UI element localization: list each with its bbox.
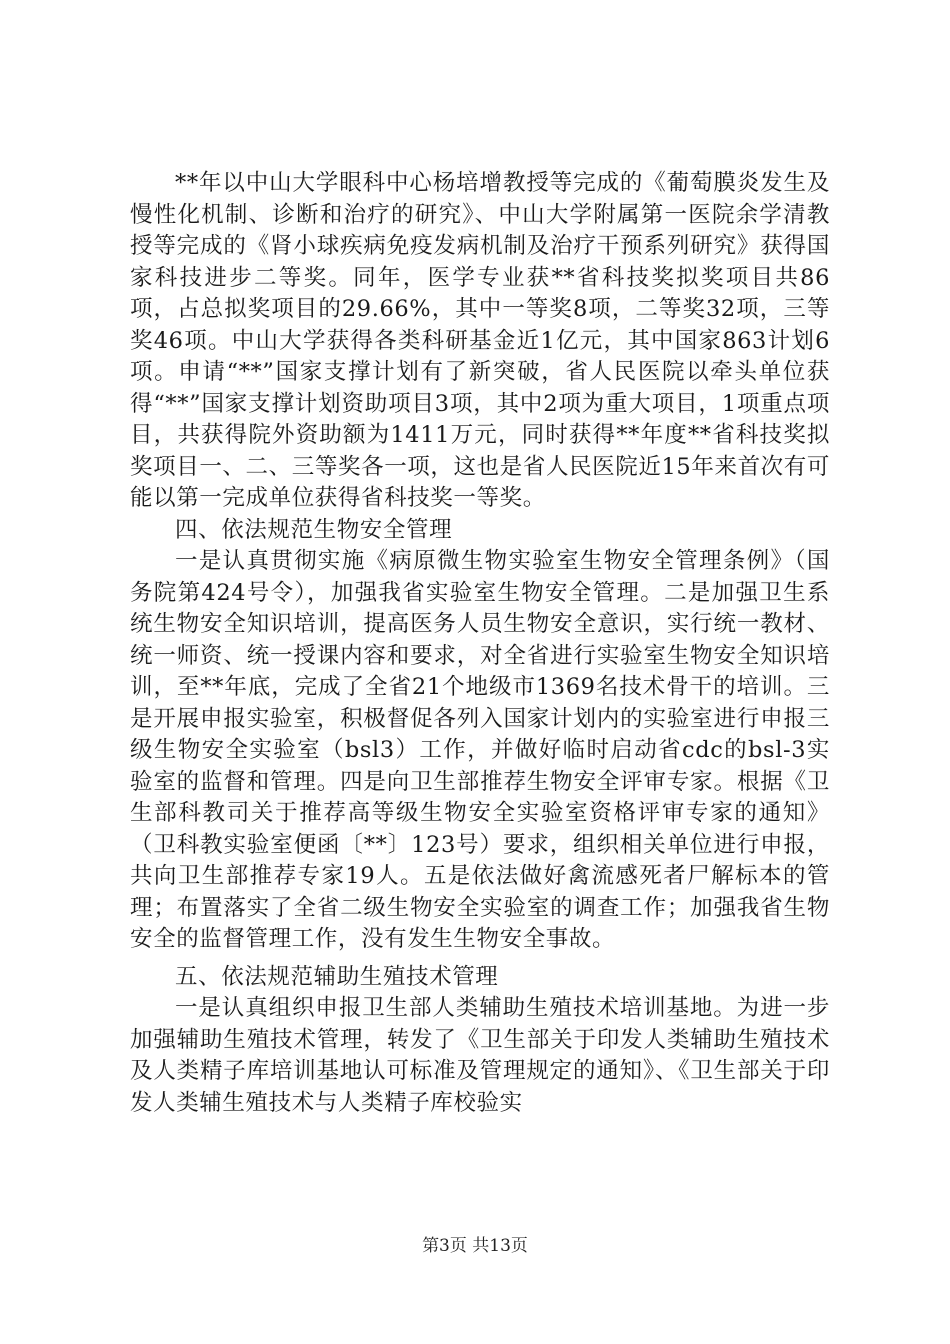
body-paragraph: 一是认真贯彻实施《病原微生物实验室生物安全管理条例》（国务院第424号令），加强我省实验室生物安全管理。二是加强卫生系统生物安全知识培训，提高医务人员生物安全意识，实行统一教材、统一师资、统一授课内容和要求，对全省进行实验室生物安全知识培训，至**年底，完成了全省21个地级市1369名技术骨干的培训。三是开展申报实验室，积极督促各列入国家计划内的实验室进行申报三级生物安全实验室（bsl3）工作，并做好临时启动省cdc的bsl-3实验室的监督和管理。四是向卫生部推荐生物安全评审专家。根据《卫生部科教司关于推荐高等级生物安全实验室资格评审专家的通知》（卫科教实验室便函〔**〕123号）要求，组织相关单位进行申报，共向卫生部推荐专家19人。五是依法做好禽流感死者尸解标本的管理；布置落实了全省二级生物安全实验室的调查工作；加强我省生物安全的监督管理工作，没有发生生物安全事故。 <box>130 548 830 952</box>
body-paragraph: **年以中山大学眼科中心杨培增教授等完成的《葡萄膜炎发生及慢性化机制、诊断和治疗的研究》、中山大学附属第一医院余学清教授等完成的《肾小球疾病免疫发病机制及治疗干预系列研究》获得国家科技进步二等奖。同年，医学专业获**省科技奖拟奖项目共86项，占总拟奖项目的29.66%，其中一等奖8项，二等奖32项，三等奖46项。中山大学获得各类科研基金近1亿元，其中国家863计划6项。申请“**”国家支撑计划有了新突破，省人民医院以牵头单位获得“**”国家支撑计划资助项目3项，其中2项为重大项目，1项重点项目，共获得院外资助额为1411万元，同时获得**年度**省科技奖拟奖项目一、二、三等奖各一项，这也是省人民医院近15年来首次有可能以第一完成单位获得省科技奖一等奖。 <box>130 170 830 511</box>
document-body <box>130 168 830 1119</box>
section-heading: 五、依法规范辅助生殖技术管理 <box>175 963 499 990</box>
section-heading: 四、依法规范生物安全管理 <box>175 516 453 543</box>
body-paragraph: 一是认真组织申报卫生部人类辅助生殖技术培训基地。为进一步加强辅助生殖技术管理，转发了《卫生部关于印发人类辅助生殖技术及人类精子库培训基地认可标准及管理规定的通知》、《卫生部关于印发人类辅生殖技术与人类精子库校验实 <box>130 995 830 1116</box>
page-footer: 第3页 共13页 <box>422 1236 528 1256</box>
